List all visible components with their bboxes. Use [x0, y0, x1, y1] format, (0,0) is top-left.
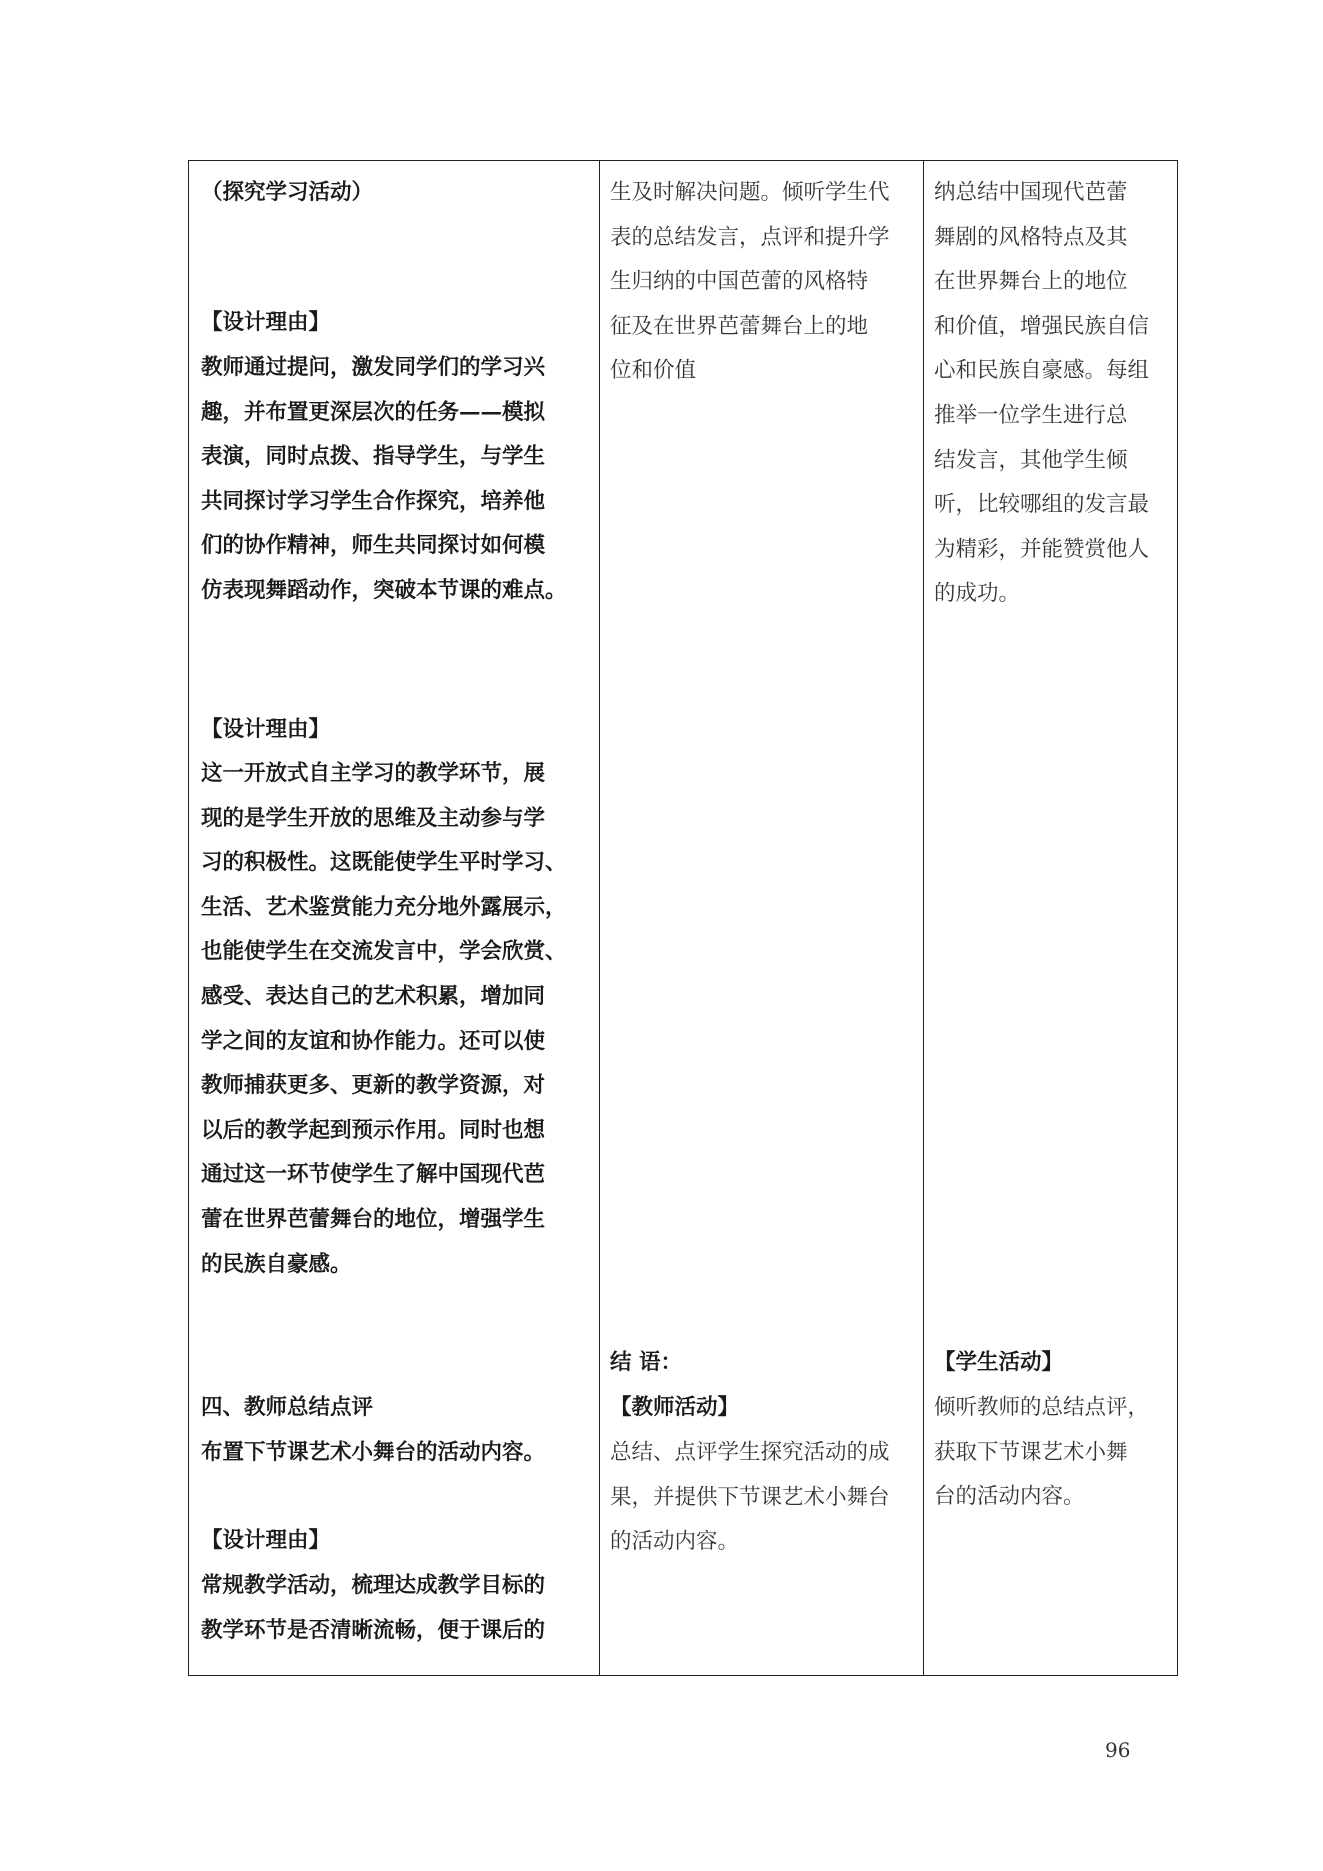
- section-inquiry-title: （探究学习活动）: [201, 180, 374, 205]
- teacher-activity-heading: 【教师活动】: [610, 1395, 740, 1420]
- rationale-heading: 【设计理由】: [201, 717, 331, 742]
- section-four-text: 布置下节课艺术小舞台的活动内容。: [201, 1440, 546, 1465]
- lesson-plan-table: [188, 160, 1178, 1676]
- page-number: 96: [1105, 1738, 1131, 1762]
- rationale-text: 教师通过提问，激发同学们的学习兴 趣，并布置更深层次的任务——模拟 表演，同时点拨、指导学生，与学生 共同探讨学习学生合作探究，培养他 们的协作精神，师生共同探讨如何模 仿表现舞蹈动作，突破本节课的难点。: [201, 355, 567, 603]
- student-activity-heading: 【学生活动】: [934, 1350, 1064, 1375]
- rationale-text: 常规教学活动，梳理达成教学目标的 教学环节是否清晰流畅，便于课后的: [201, 1573, 546, 1643]
- student-activity-text: 纳总结中国现代芭蕾 舞剧的风格特点及其 在世界舞台上的地位 和价值，增强民族自信 心和民族自豪感。每组 推举一位学生进行总 结发言，其他学生倾 听，比较哪组的发言最 为精彩，并能赞赏他人 的成功。: [934, 180, 1150, 607]
- rationale-text: 这一开放式自主学习的教学环节，展 现的是学生开放的思维及主动参与学 习的积极性。这既能使学生平时学习、 生活、艺术鉴赏能力充分地外露展示， 也能使学生在交流发言中，学会欣赏、 感受、表达自己的艺术积累，增加同 学之间的友谊和协作能力。还可以使 教师捕获更多、更新的教学资源，对 以后的教学起到预示作用。同时也想 通过这一环节使学生了解中国现代芭 蕾在世界芭蕾舞台的地位，增强学生 的民族自豪感。: [201, 761, 567, 1277]
- section-four-title: 四、教师总结点评: [201, 1395, 374, 1420]
- student-activity-text: 倾听教师的总结点评， 获取下节课艺术小舞 台的活动内容。: [934, 1395, 1150, 1510]
- teacher-activity-text: 生及时解决问题。倾听学生代 表的总结发言，点评和提升学 生归纳的中国芭蕾的风格特 征及在世界芭蕾舞台上的地 位和价值: [610, 180, 890, 384]
- rationale-heading: 【设计理由】: [201, 1528, 331, 1553]
- column-divider: [599, 161, 600, 1675]
- rationale-heading: 【设计理由】: [201, 310, 331, 335]
- teacher-activity-text: 总结、点评学生探究活动的成 果，并提供下节课艺术小舞台 的活动内容。: [610, 1440, 890, 1555]
- column-divider: [923, 161, 924, 1675]
- conclusion-label: 结 语：: [610, 1350, 682, 1375]
